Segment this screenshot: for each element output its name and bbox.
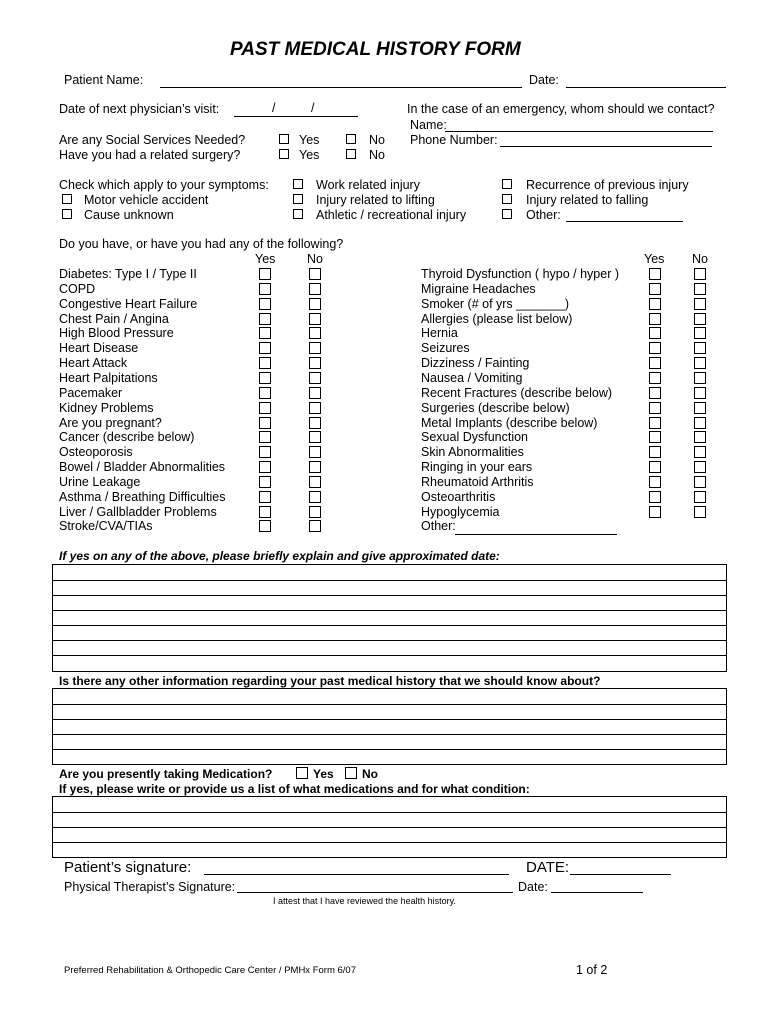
symptom-checkbox[interactable] (502, 209, 512, 219)
no-column-header: No (307, 252, 323, 266)
condition-no-checkbox[interactable] (694, 298, 706, 310)
condition-no-checkbox[interactable] (309, 520, 321, 532)
patient-signature-field[interactable] (204, 874, 509, 875)
other-info-prompt: Is there any other information regarding your past medical history that we should know about? (59, 674, 601, 688)
condition-no-checkbox[interactable] (694, 431, 706, 443)
condition-yes-checkbox[interactable] (649, 313, 661, 325)
symptom-checkbox[interactable] (502, 179, 512, 189)
condition-yes-checkbox[interactable] (259, 431, 271, 443)
condition-label: Sexual Dysfunction (421, 430, 529, 445)
condition-no-checkbox[interactable] (309, 357, 321, 369)
condition-yes-checkbox[interactable] (649, 431, 661, 443)
surgery-no-checkbox[interactable] (346, 149, 356, 159)
symptom-checkbox[interactable] (62, 194, 72, 204)
condition-other-field[interactable] (455, 534, 617, 535)
condition-label: Other: (421, 519, 456, 534)
yes-label: Yes (299, 148, 320, 162)
condition-yes-checkbox[interactable] (649, 387, 661, 399)
condition-yes-checkbox[interactable] (259, 402, 271, 414)
condition-no-checkbox[interactable] (694, 417, 706, 429)
symptom-checkbox[interactable] (293, 194, 303, 204)
condition-no-checkbox[interactable] (309, 446, 321, 458)
medication-text-area[interactable] (52, 796, 727, 858)
condition-label: Ringing in your ears (421, 460, 533, 475)
condition-no-checkbox[interactable] (309, 268, 321, 280)
condition-yes-checkbox[interactable] (259, 446, 271, 458)
condition-label: Seizures (421, 341, 470, 356)
condition-label: COPD (59, 281, 96, 296)
symptom-label: Recurrence of previous injury (526, 178, 689, 192)
condition-label: Surgeries (describe below) (421, 400, 570, 415)
condition-yes-checkbox[interactable] (259, 417, 271, 429)
symptom-checkbox[interactable] (502, 194, 512, 204)
therapist-signature-field[interactable] (237, 892, 513, 893)
patient-name-label: Patient Name: (64, 73, 144, 87)
condition-no-checkbox[interactable] (694, 491, 706, 503)
date-field[interactable] (566, 87, 726, 88)
condition-label: Chest Pain / Angina (59, 311, 169, 326)
condition-label: Osteoporosis (59, 445, 133, 460)
condition-label: Allergies (please list below) (421, 311, 573, 326)
social-services-yes-checkbox[interactable] (279, 134, 289, 144)
condition-no-checkbox[interactable] (694, 476, 706, 488)
symptom-label: Athletic / recreational injury (316, 208, 467, 222)
condition-label: Liver / Gallbladder Problems (59, 504, 217, 519)
medication-no-checkbox[interactable] (345, 767, 357, 779)
condition-label: Are you pregnant? (59, 415, 162, 430)
patient-name-field[interactable] (160, 87, 522, 88)
condition-no-checkbox[interactable] (694, 327, 706, 339)
condition-label: Hypoglycemia (421, 504, 500, 519)
condition-yes-checkbox[interactable] (649, 446, 661, 458)
condition-label: Recent Fractures (describe below) (421, 385, 613, 400)
date-label: Date: (529, 73, 559, 87)
condition-label: Kidney Problems (59, 400, 154, 415)
medication-question: Are you presently taking Medication? (59, 767, 273, 781)
condition-yes-checkbox[interactable] (259, 283, 271, 295)
condition-label: Metal Implants (describe below) (421, 415, 598, 430)
condition-no-checkbox[interactable] (694, 283, 706, 295)
condition-yes-checkbox[interactable] (259, 298, 271, 310)
condition-yes-checkbox[interactable] (649, 476, 661, 488)
emergency-label: In the case of an emergency, whom should we contact? (407, 102, 715, 116)
condition-no-checkbox[interactable] (309, 313, 321, 325)
condition-yes-checkbox[interactable] (649, 357, 661, 369)
no-label: No (369, 133, 385, 147)
medication-list-prompt: If yes, please write or provide us a list of what medications and for what condition: (59, 782, 530, 796)
condition-label: Dizziness / Fainting (421, 356, 530, 371)
condition-yes-checkbox[interactable] (259, 313, 271, 325)
explain-prompt: If yes on any of the above, please briefly explain and give approximated date: (59, 549, 500, 563)
condition-label: Heart Palpitations (59, 370, 158, 385)
symptom-label: Other: (526, 208, 561, 222)
condition-label: Bowel / Bladder Abnormalities (59, 460, 226, 475)
condition-no-checkbox[interactable] (694, 268, 706, 280)
condition-label: Migraine Headaches (421, 281, 536, 296)
condition-no-checkbox[interactable] (694, 357, 706, 369)
explain-text-area[interactable] (52, 564, 727, 672)
condition-yes-checkbox[interactable] (259, 372, 271, 384)
symptom-label: Motor vehicle accident (84, 193, 209, 207)
emergency-name-field[interactable] (445, 131, 713, 132)
no-column-header: No (692, 252, 708, 266)
signature-date-label: DATE: (526, 859, 570, 876)
condition-label: Osteoarthritis (421, 489, 496, 504)
condition-yes-checkbox[interactable] (649, 268, 661, 280)
condition-label: Pacemaker (59, 385, 123, 400)
symptom-label: Cause unknown (84, 208, 174, 222)
condition-yes-checkbox[interactable] (259, 461, 271, 473)
condition-no-checkbox[interactable] (309, 387, 321, 399)
date-slash: / (272, 101, 276, 115)
medication-yes-label: Yes (313, 767, 334, 781)
condition-yes-checkbox[interactable] (259, 387, 271, 399)
symptom-checkbox[interactable] (62, 209, 72, 219)
condition-yes-checkbox[interactable] (649, 342, 661, 354)
symptom-label: Injury related to lifting (316, 193, 435, 207)
symptom-other-field[interactable] (566, 221, 683, 222)
next-visit-field[interactable] (234, 116, 358, 117)
condition-label: Smoker (# of yrs _______) (421, 296, 569, 311)
patient-signature-label: Patient’s signature: (64, 859, 192, 876)
condition-yes-checkbox[interactable] (649, 461, 661, 473)
condition-no-checkbox[interactable] (694, 372, 706, 384)
condition-yes-checkbox[interactable] (259, 327, 271, 339)
symptoms-label: Check which apply to your symptoms: (59, 178, 269, 192)
condition-no-checkbox[interactable] (309, 417, 321, 429)
next-visit-label: Date of next physician’s visit: (59, 102, 220, 116)
emergency-phone-label: Phone Number: (410, 133, 498, 147)
condition-no-checkbox[interactable] (309, 491, 321, 503)
condition-yes-checkbox[interactable] (649, 491, 661, 503)
condition-label: Stroke/CVA/TIAs (59, 519, 153, 534)
condition-no-checkbox[interactable] (309, 431, 321, 443)
condition-yes-checkbox[interactable] (649, 283, 661, 295)
other-info-text-area[interactable] (52, 688, 727, 765)
condition-no-checkbox[interactable] (694, 402, 706, 414)
footer-org: Preferred Rehabilitation & Orthopedic Care Center / PMHx Form 6/07 (64, 965, 356, 976)
condition-no-checkbox[interactable] (309, 298, 321, 310)
condition-no-checkbox[interactable] (694, 506, 706, 518)
condition-yes-checkbox[interactable] (649, 417, 661, 429)
condition-no-checkbox[interactable] (309, 476, 321, 488)
related-surgery-label: Have you had a related surgery? (59, 148, 241, 162)
condition-label: Congestive Heart Failure (59, 296, 198, 311)
condition-yes-checkbox[interactable] (649, 402, 661, 414)
therapist-date-label: Date: (518, 880, 548, 894)
condition-label: Asthma / Breathing Difficulties (59, 489, 226, 504)
condition-label: High Blood Pressure (59, 326, 174, 341)
condition-yes-checkbox[interactable] (259, 491, 271, 503)
condition-yes-checkbox[interactable] (649, 298, 661, 310)
condition-no-checkbox[interactable] (309, 372, 321, 384)
emergency-name-label: Name: (410, 118, 447, 132)
social-services-no-checkbox[interactable] (346, 134, 356, 144)
therapist-signature-label: Physical Therapist’s Signature: (64, 880, 236, 894)
patient-signature-date-field[interactable] (570, 874, 671, 875)
surgery-yes-checkbox[interactable] (279, 149, 289, 159)
emergency-phone-field[interactable] (500, 146, 712, 147)
condition-label: Diabetes: Type I / Type II (59, 267, 197, 281)
conditions-question: Do you have, or have you had any of the following? (59, 237, 344, 251)
symptom-label: Injury related to falling (526, 193, 649, 207)
yes-column-header: Yes (255, 252, 276, 266)
condition-no-checkbox[interactable] (309, 506, 321, 518)
condition-no-checkbox[interactable] (309, 327, 321, 339)
medication-no-label: No (362, 767, 378, 781)
condition-no-checkbox[interactable] (309, 342, 321, 354)
condition-yes-checkbox[interactable] (259, 476, 271, 488)
condition-no-checkbox[interactable] (694, 342, 706, 354)
condition-yes-checkbox[interactable] (649, 372, 661, 384)
condition-no-checkbox[interactable] (309, 402, 321, 414)
condition-yes-checkbox[interactable] (649, 327, 661, 339)
condition-label: Heart Attack (59, 356, 128, 371)
no-label: No (369, 148, 385, 162)
condition-label: Hernia (421, 326, 458, 341)
symptom-checkbox[interactable] (293, 209, 303, 219)
condition-label: Thyroid Dysfunction ( hypo / hyper ) (421, 267, 619, 281)
symptom-label: Work related injury (316, 178, 420, 192)
condition-yes-checkbox[interactable] (259, 357, 271, 369)
symptom-checkbox[interactable] (293, 179, 303, 189)
condition-label: Skin Abnormalities (421, 445, 524, 460)
condition-yes-checkbox[interactable] (259, 342, 271, 354)
page-number: 1 of 2 (576, 963, 608, 977)
yes-column-header: Yes (644, 252, 665, 266)
condition-label: Urine Leakage (59, 474, 141, 489)
condition-no-checkbox[interactable] (694, 461, 706, 473)
condition-no-checkbox[interactable] (309, 461, 321, 473)
attestation-text: I attest that I have reviewed the health history. (273, 896, 456, 906)
condition-no-checkbox[interactable] (309, 283, 321, 295)
condition-no-checkbox[interactable] (694, 446, 706, 458)
medication-yes-checkbox[interactable] (296, 767, 308, 779)
condition-label: Nausea / Vomiting (421, 370, 523, 385)
condition-no-checkbox[interactable] (694, 313, 706, 325)
condition-label: Rheumatoid Arthritis (421, 474, 534, 489)
condition-yes-checkbox[interactable] (259, 268, 271, 280)
yes-label: Yes (299, 133, 320, 147)
condition-label: Heart Disease (59, 341, 139, 356)
social-services-label: Are any Social Services Needed? (59, 133, 246, 147)
condition-yes-checkbox[interactable] (259, 520, 271, 532)
condition-label: Cancer (describe below) (59, 430, 195, 445)
date-slash: / (311, 101, 315, 115)
condition-no-checkbox[interactable] (694, 387, 706, 399)
page-title: PAST MEDICAL HISTORY FORM (230, 39, 521, 60)
condition-yes-checkbox[interactable] (259, 506, 271, 518)
condition-yes-checkbox[interactable] (649, 506, 661, 518)
therapist-date-field[interactable] (551, 892, 643, 893)
